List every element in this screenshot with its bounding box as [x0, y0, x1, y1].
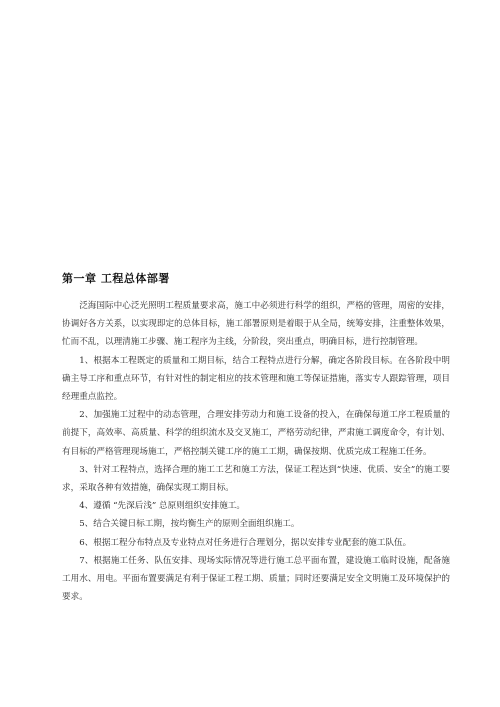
paragraph-item-5: 5、结合关键日标工期，按均衡生产的原则全面组织施工。	[79, 519, 300, 530]
paragraph-item-7: 7、根据施工任务、队伍安排、现场实际情况等进行施工总平面布置，建设施工临时设施，配备施工用水、用电。平面布置要满足有利于保证工程工期、质量；同时还要满足安全文明施工及环境保护的要求。	[62, 555, 450, 603]
chapter-title: 第一章 工程总体部署	[62, 272, 170, 285]
paragraph-item-1: 1、根据本工程既定的质量和工期目标，结合工程特点进行分解，确定各阶段目标。在各阶段中明确主导工序和重点环节，有针对性的制定相应的技术管理和施工等保证措施，落实专人跟踪管理，项目经理重点监控。	[62, 355, 450, 403]
paragraph-item-2: 2、加强施工过程中的动态管理，合理安排劳动力和施工设备的投入，在确保每道工序工程质量的前提下，高效率、高质量、科学的组织流水及交叉施工，严格劳动纪律，严肃施工调度命令，有计划、有目标的严格管理现场施工，严格控制关键工序的施工工期，确保按期、优质完成工程施工任务。	[62, 410, 450, 457]
paragraph-intro: 泛海国际中心泛光照明工程质量要求高，施工中必须进行科学的组织，严格的管理，周密的安排，协调好各方关系，以实现即定的总体目标，施工部署原则是着眼于从全局，统筹安排，注重整体效果，忙而不乱，以理清施工步骤、施工程序为主线，分阶段，突出重点，明确目标，进行控制管理。	[62, 301, 450, 348]
paragraph-item-6: 6、根据工程分布特点及专业特点对任务进行合理划分，据以安排专业配套的施工队伍。	[79, 537, 412, 548]
document-body	[62, 271, 450, 606]
paragraph-item-3: 3、针对工程特点，选择合理的施工工艺和施工方法，保证工程达到“快速、优质、安全”的施工要求，采取各种有效措施，确保实现工期目标。	[62, 464, 450, 494]
paragraph-item-4: 4、遵循 “先深后浅” 总原则组织安排施工。	[79, 501, 245, 512]
